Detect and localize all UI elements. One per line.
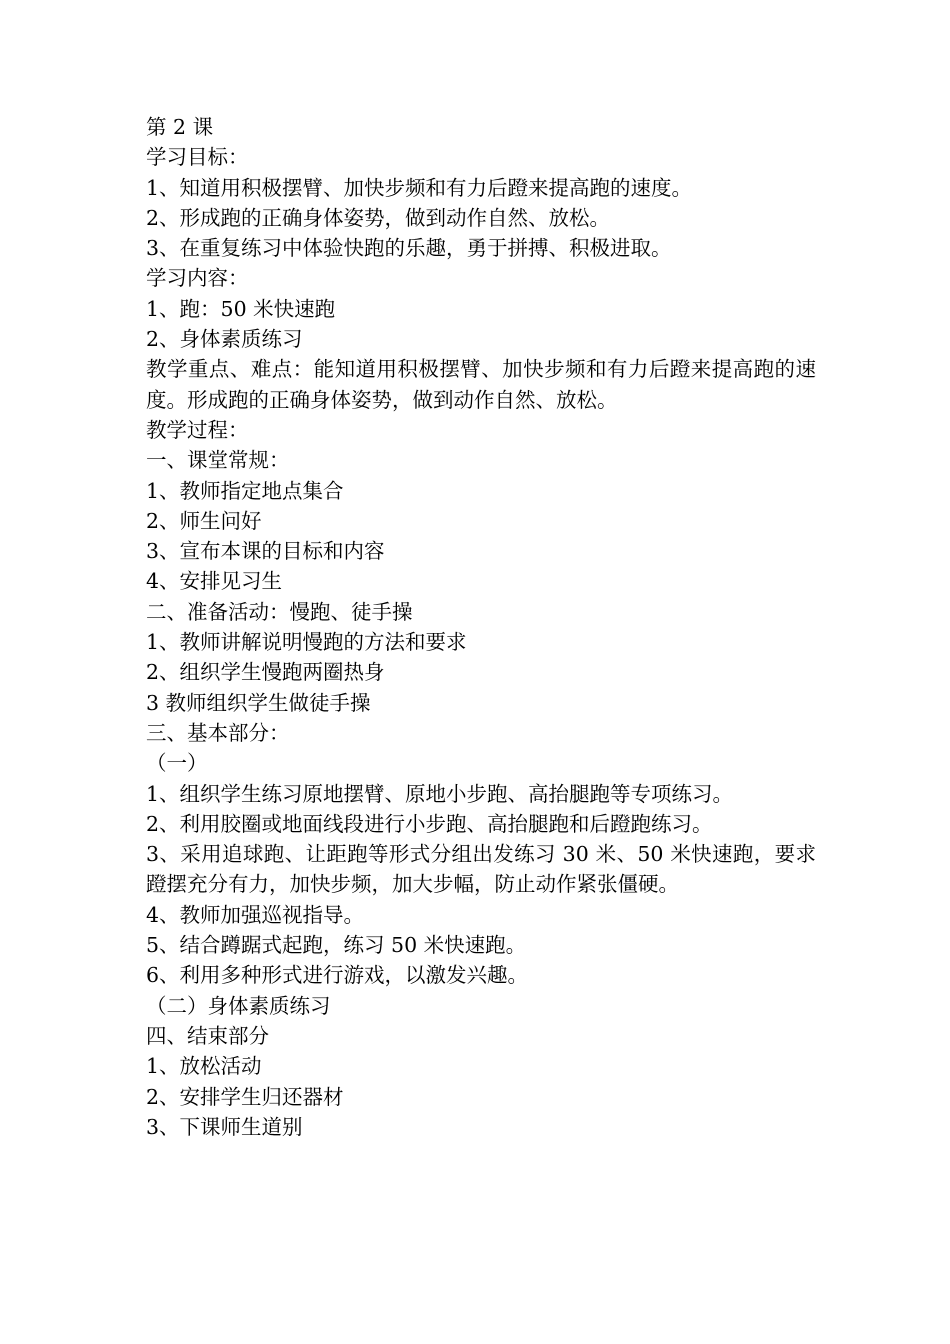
section-item: 6、利用多种形式进行游戏，以激发兴趣。 <box>146 963 529 988</box>
section-item: 3 教师组织学生做徒手操 <box>146 690 371 715</box>
content-item: 1、跑：50 米快速跑 <box>146 296 336 321</box>
objective-item: 3、在重复练习中体验快跑的乐趣，勇于拼搏、积极进取。 <box>146 236 672 261</box>
objective-item: 2、形成跑的正确身体姿势，做到动作自然、放松。 <box>146 205 611 230</box>
section-item: 4、安排见习生 <box>146 569 283 594</box>
section-heading: 三、基本部分： <box>146 720 290 745</box>
process-heading: 教学过程： <box>146 417 249 442</box>
section-item: 3、下课师生道别 <box>146 1114 303 1139</box>
section-heading: 一、课堂常规： <box>146 448 290 473</box>
section-heading: 四、结束部分 <box>146 1023 269 1048</box>
subsection-heading: （二）身体素质练习 <box>146 993 331 1018</box>
section-item: 2、师生问好 <box>146 508 262 533</box>
section-item: 1、放松活动 <box>146 1054 262 1079</box>
lesson-title: 第 2 课 <box>146 115 214 139</box>
section-item: 3、采用追球跑、让距跑等形式分组出发练习 30 米、50 米快速跑，要求蹬摆充分有力，加快步频，加大步幅，防止动作紧张僵硬。 <box>146 842 816 897</box>
section-item: 2、安排学生归还器材 <box>146 1084 344 1109</box>
section-item: 1、组织学生练习原地摆臂、原地小步跑、高抬腿跑等专项练习。 <box>146 781 734 806</box>
section-item: 3、宣布本课的目标和内容 <box>146 539 385 564</box>
section-item: 1、教师讲解说明慢跑的方法和要求 <box>146 630 467 655</box>
section-item: 2、组织学生慢跑两圈热身 <box>146 660 385 685</box>
section-heading: 二、准备活动：慢跑、徒手操 <box>146 599 413 624</box>
objective-item: 1、知道用积极摆臂、加快步频和有力后蹬来提高跑的速度。 <box>146 175 693 200</box>
lesson-plan-body <box>146 112 816 1142</box>
section-item: 1、教师指定地点集合 <box>146 478 344 503</box>
content-item: 2、身体素质练习 <box>146 327 303 352</box>
section-item: 5、结合蹲踞式起跑，练习 50 米快速跑。 <box>146 933 527 958</box>
section-item: 2、利用胶圈或地面线段进行小步跑、高抬腿跑和后蹬跑练习。 <box>146 811 713 836</box>
content-heading: 学习内容： <box>146 266 249 291</box>
objectives-heading: 学习目标： <box>146 145 249 170</box>
subsection-heading: （一） <box>146 751 208 776</box>
section-item: 4、教师加强巡视指导。 <box>146 902 365 927</box>
key-points-paragraph: 教学重点、难点：能知道用积极摆臂、加快步频和有力后蹬来提高跑的速度。形成跑的正确身体姿势，做到动作自然、放松。 <box>146 357 816 412</box>
